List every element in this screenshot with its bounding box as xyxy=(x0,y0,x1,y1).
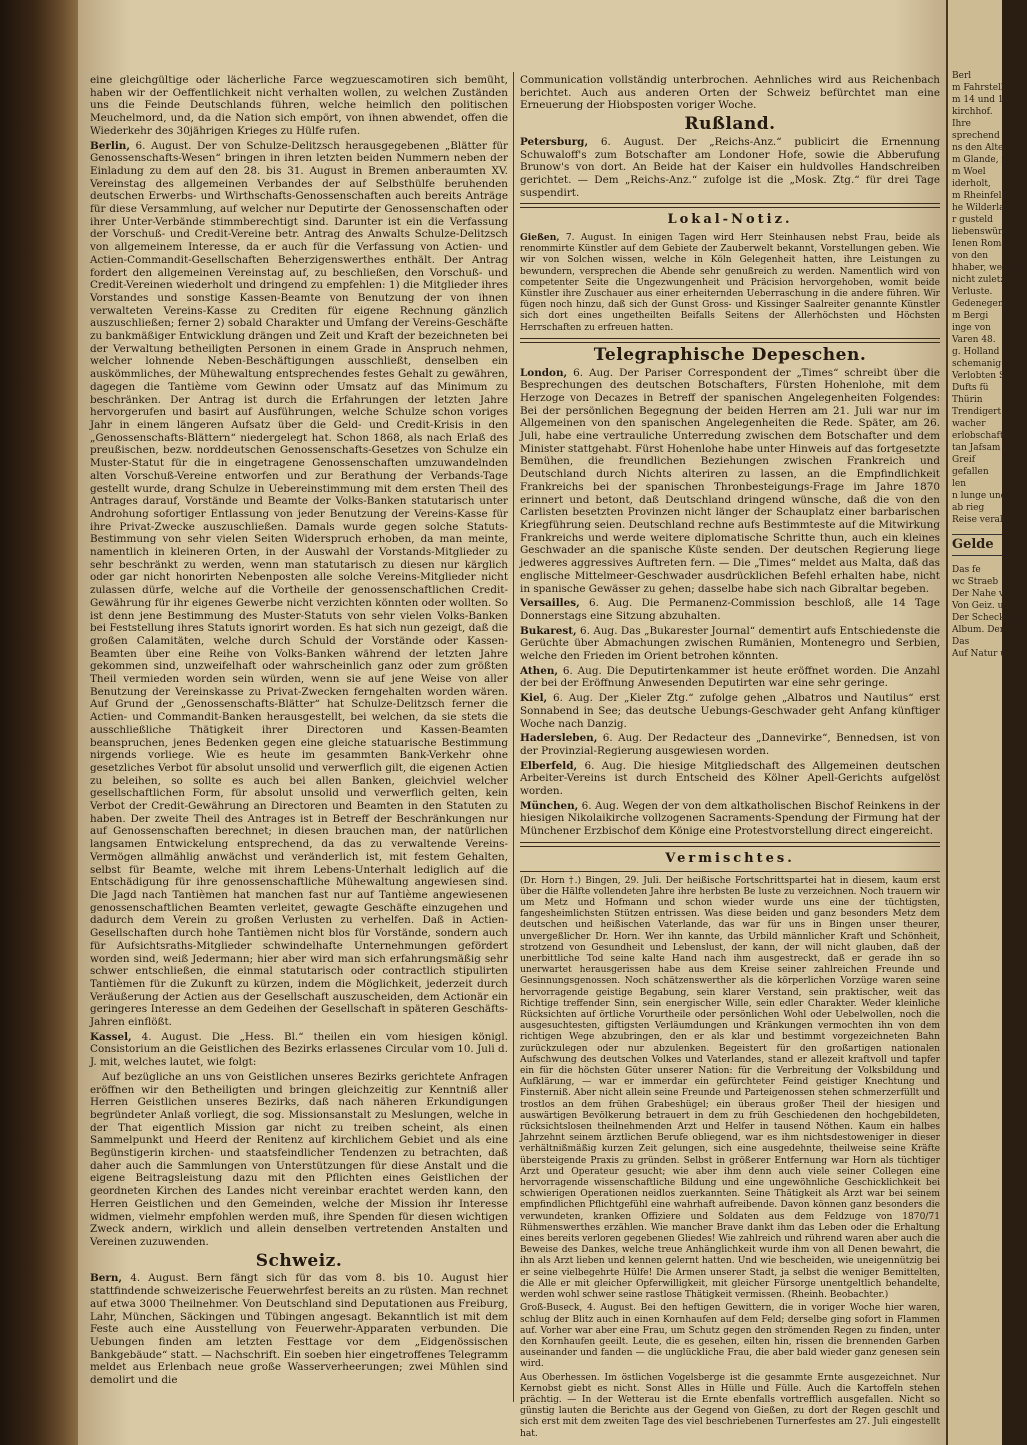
dateline-berlin: Berlin, xyxy=(90,139,130,152)
next-page-line: Verlobten Sol xyxy=(952,371,1014,381)
next-page-line: Ihre xyxy=(952,119,971,129)
next-page-line: kirchhof. xyxy=(952,107,993,117)
next-page-line: Reise veral xyxy=(952,515,1003,525)
article-kassel xyxy=(90,1031,508,1069)
article-petersburg xyxy=(520,136,940,200)
next-page-fragments xyxy=(948,0,1027,660)
next-page-line: Greif xyxy=(952,455,976,465)
dateline-grossbuseck: Groß-Buseck, xyxy=(520,1303,583,1314)
body-athen: Die Deputirtenkammer ist heute eröffnet worden. Die Anzahl der bei der Eröffnung Anwesenden Deputirten war eine sehr geringe. xyxy=(520,664,940,690)
next-page-line: Der Nahe von xyxy=(952,589,1016,599)
next-page-line: Das fe xyxy=(952,565,981,575)
date-bukarest: 6. Aug. xyxy=(580,624,618,637)
section-rule xyxy=(520,338,940,343)
next-page-line: Varen 48. xyxy=(952,335,996,345)
source-horn: (Rheinh. Beobachter.) xyxy=(787,1290,889,1301)
next-page-line: iderholt, xyxy=(952,179,991,189)
section-heading-schweiz: Schweiz. xyxy=(255,1250,343,1271)
dateline-kassel: Kassel, xyxy=(90,1030,132,1043)
next-page-line: Album. Der xyxy=(952,625,1005,635)
next-page-line: wc Straeb xyxy=(952,577,999,587)
body-elberfeld: Die hiesige Mitgliedschaft des Allgemeinen deutschen Arbeiter-Vereins ist durch Entscheid des Kölner Apell-Gerichts aufgelöst worden. xyxy=(520,759,941,798)
article-bern xyxy=(90,1272,508,1386)
body-grossbuseck: 4. August. Bei den heftigen Gewittern, die in voriger Woche hier waren, schlug der Blitz auch in einen Kornhaufen auf dem Feld; derselbe ging sofort in Flammen auf. Vorher war aber eine Frau, um Schutz gegen den strömenden Regen zu finden, unter den Kornhaufen geeilt. Leute, die es gesehen, eilten hin, rissen die brennenden Garben auseinander und fanden — die unglückliche Frau, die aber bald wieder ganz genesen sein wird. xyxy=(520,1303,940,1370)
next-page-line: nicht zuletzt xyxy=(952,275,1009,285)
dateline-bukarest: Bukarest, xyxy=(520,624,577,637)
body-kassel: Die „Hess. Bl.“ theilen ein vom hiesigen königl. Consistorium an die Geistlichen des Bezirks erlassenes Circular vom 10. Juli d. J. mit, welches lautet, wie folgt: xyxy=(90,1030,508,1069)
article-elberfeld xyxy=(520,760,940,798)
next-page-heading: Gelde xyxy=(952,534,1002,556)
next-page-line: r gusteld xyxy=(952,215,993,225)
next-page-line: Das xyxy=(952,637,970,647)
body-kiel: Der „Kieler Ztg.“ zufolge gehen „Albatros und Nautilus“ erst Sonnabend in See; das deutsche Uebungs-Geschwader geht Anfang künftiger Woche nach Danzig. xyxy=(520,692,940,730)
date-versailles: 6. Aug. xyxy=(588,597,633,610)
next-page-line: Verluste. xyxy=(952,287,993,297)
dateline-giessen: Gießen, xyxy=(520,232,560,244)
section-heading-vermischtes: Vermischtes. xyxy=(665,850,795,866)
dateline-elberfeld: Elberfeld, xyxy=(520,759,578,772)
article-muenchen xyxy=(520,800,940,838)
next-page-line: von den xyxy=(952,251,989,261)
article-continuation-schweiz: Communication vollständig unterbrochen. Aehnliches wird aus Reichenbach berichtet. Auch aus anderen Orten der Schweiz befürchtet man eine Erneuerung der Hiobsposten voriger Woche. xyxy=(520,74,940,112)
date-berlin: 6. August. xyxy=(135,139,192,152)
next-page-line: tan Jafsam xyxy=(952,443,1001,453)
dateline-horn: (Dr. Horn †.) xyxy=(520,875,582,886)
date-hadersleben: 6. Aug. xyxy=(602,732,643,745)
article-bukarest xyxy=(520,625,940,663)
body-giessen: In einigen Tagen wird Herr Steinhausen nebst Frau, beide als renommirte Künstler auf dem Gebiete der Zauberwelt bekannt, Vorstellungen geben. Wie wir von Solchen wissen, welche in Köln Gelegenheit hatten, ihre Leistungen zu bewundern, versprechen die Abende sehr genußreich zu werden. Namentlich wird von competenter Seite die Ungezwungenheit und Präcision hervorgehoben, womit beide Künstler ihre Zuschauer aus einer erheiternden Ueberraschung in die andere führen. Wir fügen noch hinzu, daß sich der Gunst Gross- und Kissinger Saalreiter genannte Künstler sich dort eines ungetheilten Beifalls Seitens der Allerhöchsten und Höchsten Herrschaften zu erfreuen hatten. xyxy=(520,233,940,333)
next-page-line: Der Schecks Jun xyxy=(952,613,1027,623)
next-page-line: gefallen xyxy=(952,467,989,477)
section-heading-telegraphische: Telegraphische Depeschen. xyxy=(593,344,867,365)
date-muenchen: 6. Aug. xyxy=(581,799,620,812)
body-hadersleben: Der Redacteur des „Dannevirke“, Bennedsen, ist von der Provinzial-Regierung ausgewiesen worden. xyxy=(520,732,940,757)
next-page-line: inge von xyxy=(952,323,991,333)
next-page-line: Ienen Roman: xyxy=(952,239,1016,249)
next-page-line: hhaber, welche xyxy=(952,263,1022,273)
dateline-hadersleben: Hadersleben, xyxy=(520,732,598,745)
next-page-line: Berl xyxy=(952,71,972,81)
next-page-line: n lunge und xyxy=(952,491,1007,501)
next-page-line: liebenswürdige xyxy=(952,227,1023,237)
next-page-line: Trendigert xyxy=(952,407,1002,417)
date-petersburg: 6. August. xyxy=(600,135,665,148)
next-page-line: m Bergi xyxy=(952,311,989,321)
next-page-line: m Fahrstell xyxy=(952,83,1004,93)
dateline-versailles: Versailles, xyxy=(520,597,580,610)
article-continuation: eine gleichgültige oder lächerliche Farce wegzuescamotiren sich bemüht, haben wir der Oeffentlichkeit nicht verhalten wollen, zu welchen Zuständen uns die Feinde Deutschlands führen, welche heimlich den politischen Meuchelmord, und, da die Nation sich empört, von ihnen abwendet, offen die Wiederkehr des 30jährigen Krieges zu Hülfe rufen. xyxy=(90,74,508,137)
next-page-line: erlobschafts xyxy=(952,431,1009,441)
right-column xyxy=(520,74,940,1442)
date-athen: 6. Aug. xyxy=(562,664,602,677)
column-divider xyxy=(513,72,514,1402)
article-athen xyxy=(520,665,940,690)
dateline-london: London, xyxy=(520,366,568,379)
next-page-line: schemanig xyxy=(952,359,1002,369)
article-giessen xyxy=(520,232,940,334)
section-rule xyxy=(520,842,940,847)
next-page-line: he Wilderland xyxy=(952,203,1017,213)
article-oberhessen xyxy=(520,1373,940,1440)
body-muenchen: Wegen der von dem altkatholischen Bischof Reinkens in der hiesigen Nikolaikirche vollzogenen Sacraments-Spendung der Firmung hat der Münchener Erzbischof dem Könige eine Protestvorstellung direct eingereicht. xyxy=(520,799,941,838)
next-page-line: ab rieg xyxy=(952,503,985,513)
next-page-line: Auf Natur u xyxy=(952,649,1007,659)
dateline-bern: Bern, xyxy=(90,1272,123,1285)
body-bern: Bern fängt sich für das vom 8. bis 10. August hier stattfindende schweizerische Feuerwehrfest bereits an zu rüsten. Man rechnet auf etwa 3000 Theilnehmer. Von Deutschland sind Deputationen aus Freiburg, Lahr, München, Säckingen und Tübingen angesagt. Bekanntlich ist mit dem Feste auch eine Ausstellung von Feuerwehr-Apparaten verbunden. Die Uebungen finden am letzten Festtage vor dem „Eidgenössischen Bankgebäude“ statt. — Nachschrift. Ein soeben hier eingetroffenes Telegramm meldet aus Erlenbach neue große Wasserverheerungen; zwei Mühlen sind demolirt und die xyxy=(90,1272,508,1387)
dateline-athen: Athen, xyxy=(520,664,559,677)
body-bukarest: Das „Bukarester Journal“ dementirt aufs Entschiedenste die Gerüchte über Abmachungen zwischen Rumänien, Montenegro und Serbien, welche den Frieden im Orient betrohen könnten. xyxy=(520,624,940,663)
next-page-line: Gedenegeneri xyxy=(952,299,1017,309)
next-page-line: m Woel xyxy=(952,167,986,177)
article-kassel-circular: Auf bezügliche an uns von Geistlichen unseres Bezirks gerichtete Anfragen eröffnen wir den Betheiligten und bringen gleichzeitig zur Kenntniß aller Herren Geistlichen unseres Bezirks, daß nach näheren Erkundigungen begründeter Anlaß vorliegt, die sog. Missionsanstalt zu Meslungen, welche in der That eigentlich Mission gar nicht zu treiben scheint, als einen Sammelpunkt und Heerd der Renitenz auf kirchlichem Gebiet und als eine Begünstigerin kirchen- und staatsfeindlicher Tendenzen zu betrachten, daß daher auch die Sammlungen von Unterstützungen für diese Anstalt und die eigene Beitragsleistung dazu mit den Pflichten eines Geistlichen der geordneten Kirchen des Landes nicht vereinbar erachtet werden kann, den Herren Geistlichen und den Gemeinden, welche der Mission ihr Interesse widmen, vielmehr empfohlen werden muß, ihre Spenden für diesen wichtigen Zweck andern, wirklich und allein denselben vertretenden Anstalten und Vereinen zuzuwenden. xyxy=(90,1070,508,1248)
date-london: 6. Aug. xyxy=(573,366,614,379)
left-column xyxy=(90,74,508,1389)
next-page-line: sprechend xyxy=(952,131,1000,141)
next-page-line: m Rheinfeld xyxy=(952,191,1008,201)
dateline-muenchen: München, xyxy=(520,799,579,812)
article-grossbuseck xyxy=(520,1303,940,1370)
date-kassel: 4. August. xyxy=(141,1030,202,1043)
date-elberfeld: 6. Aug. xyxy=(584,759,626,772)
book-spine xyxy=(0,0,78,1445)
next-page-line: ns den Alter xyxy=(952,143,1008,153)
next-page-line: Dufts fü xyxy=(952,383,989,393)
section-rule xyxy=(520,203,940,208)
next-page-line: m 14 und 16 xyxy=(952,95,1010,105)
dateline-oberhessen: Aus Oberhessen. xyxy=(520,1372,600,1383)
section-heading-lokal: Lokal-Notiz. xyxy=(667,212,793,228)
body-london: Der Pariser Correspondent der „Times“ schreibt über die Besprechungen des deutschen Botschafters, Fürsten Hohenlohe, mit dem Herzoge von Decazes in Betreff der spanischen Angelegenheiten Folgendes: Bei der persönlichen Begegnung der beiden Herren am 21. Juli war nur im Allgemeinen von den spanischen Angelegenheiten die Rede. Später, am 26. Juli, habe eine vertrauliche Unterredung zwischen dem Botschafter und dem Minister stattgehabt. Fürst Hohenlohe habe unter Hinweis auf das fortgesetzte Bemühen, die freundlichen Beziehungen zwischen Frankreich und Deutschland durch Nichts alteriren zu lassen, an die Empfindlichkeit Frankreichs bei der spanischen Thronbesteigungs-Frage im Jahre 1870 erinnert und betont, daß Deutschland dringend wünsche, daß die von den Carlisten besetzten Provinzen nicht länger der Schauplatz einer barbarischen Kriegführung seien. Deutschland rechne aufs Bestimmteste auf die Mitwirkung Frankreichs und werde weitere diplomatische Schritte thun, auch ein kleines Geschwader an die spanische Küste senden. Der deutschen Regierung liege jedweres aggressives Auftreten fern. — Die „Times“ meldet aus Malta, daß das englische Mittelmeer-Geschwader ausdrücklichen Befehl erhalten habe, nicht in spanische Gewässer zu gehen; dasselbe habe sich nach Gibraltar begeben. xyxy=(520,366,940,595)
article-london xyxy=(520,367,940,596)
article-versailles xyxy=(520,597,940,622)
body-petersburg: Der „Reichs-Anz.“ publicirt die Ernennung Schuwaloff's zum Botschafter am Londoner Hofe, sowie die Abberufung Brunow's von dort. An Beide hat der Kaiser ein huldvolles Handschreiben gerichtet. — Dem „Reichs-Anz.“ zufolge ist die „Mosk. Ztg.“ für drei Tage suspendirt. xyxy=(520,135,940,199)
next-page-edge xyxy=(946,0,1027,1445)
next-page-line: Von Geiz. und xyxy=(952,601,1015,611)
article-hadersleben xyxy=(520,732,940,757)
next-page-line: m Glande, ihr xyxy=(952,155,1015,165)
date-bern: 4. August. xyxy=(130,1272,189,1285)
article-kiel xyxy=(520,692,940,730)
section-heading-russland: Rußland. xyxy=(684,114,776,135)
next-page-line: g. Holland xyxy=(952,347,1000,357)
heading-rule xyxy=(520,871,940,872)
article-berlin xyxy=(90,140,508,1029)
body-versailles: Die Permanenz-Commission beschloß, alle 14 Tage Donnerstags eine Sitzung abzuhalten. xyxy=(520,597,940,622)
body-horn: Bingen, 29. Juli. Der heißische Fortschrittspartei hat in diesem, kaum erst über die Hälfte vollendeten Jahre ihre herbsten Be luste zu verzeichnen. Noch trauern wir um Metz und Hofmann und schon wieder wurde uns eine der tüchtigsten, fangesheimlichsten Stützen entrissen. Was diese beiden und ganz besonders Metz dem deutschen und heißischen Vaterlande, das war für uns in Bingen unser theurer, unvergeßlicher Dr. Horn. Wer ihn kannte, das Urbild männlicher Kraft und Schönheit, strotzend von Gesundheit und Lebenslust, der kann, der will nicht glauben, daß der unerbittliche Tod seine kalte Hand nach ihm ausgestreckt, daß er gerade ihn so unerwartet herausgerissen habe aus dem Kreise seiner zahlreichen Freunde und Gesinnungsgenossen. Noch schätzenswerther als die körperlichen Vorzüge waren seine hervorragende geistige Begabung, sein klarer Verstand, sein praktischer, weit das Richtige treffender Sinn, sein energischer Wille, sein edler Charakter. Weder kleinliche Rücksichten auf örtliche Vorurtheile oder persönlichen Wohl oder Uebelwollen, noch die ausgesuchtesten, giftigsten Verläumdungen und Kränkungen vermochten ihn von dem richtigen Wege abzubringen, den er als klar und bestimmt vorgezeichneten Bahn zurückzulegen oder nur abzulenken. Begeistert für den großartigen nationalen Aufschwung des deutschen Volkes und Vaterlandes, stand er allezeit kraftvoll und tapfer ein für die höchsten Güter unserer Nation: für die Verbreitung der Volksbildung und Aufklärung, — war er immerdar ein gefürchteter Feind geistiger Knechtung und Finsterniß. Aber nicht allein seine Freunde und Parteigenossen stehen schmerzerfüllt und trostlos an dem frühen Grabeshügel; ein überaus großer Theil der hiesigen und auswärtigen Bevölkerung betrauert in dem zu früh Geschiedenen den hochgebildeten, rücksichtslosen theilnehmenden Arzt und Helfer in tausend Nöthen. Kaum ein halbes Jahrzehnt seinem ärztlichen Berufe obliegend, war es ihm nichtsdestoweniger in dieser verhältnißmäßig kurzen Zeit gelungen, sich eine ausgedehnte, theilweise seine Kräfte übersteigende Praxis zu gründen. Selbst in größerer Entfernung war Horn als tüchtiger Arzt und Operateur gesucht; wie aber ihm denn auch viele seiner Collegen eine hervorragende wissenschaftliche Bildung und eine ungewöhnliche Geschicklichkeit bei schwierigen Operationen neidlos zuerkannten. Seine Thätigkeit als Arzt war bei seinem empfindlichen Pflichtgefühl eine wahrhaft aufreibende. Davon können ganz besonders die verwundeten, kranken Offiziere und Soldaten aus dem Feldzuge von 1870/71 Rühmenswerthes erzählen. Wie mancher Brave dankt ihm das Leben oder die Erhaltung eines bereits verloren gegebenen Gliedes! Wie zahlreich und rührend waren aber auch die Beweise des Dankes, welche treue Anhänglichkeit wurde ihm von all Denen bewahrt, die ihn als Arzt lieben und kennen gelernt hatten. Und wie bescheiden, wie uneigennützig bei er seine vielbegehrte Hülfe! Die Armen unserer Stadt, ja selbst die weniger Bemittelten, die Alle er mit gleicher Opferwilligkeit, mit gleicher Fürsorge unentgeltlich behandelte, werden wohl schwer seine rastlose Thätigkeit vermissen. xyxy=(520,875,940,1301)
article-horn xyxy=(520,876,940,1302)
next-page-line: Thürin xyxy=(952,395,983,405)
next-page-line: wacher xyxy=(952,419,986,429)
date-giessen: 7. August. xyxy=(565,233,617,244)
body-oberhessen: Im östlichen Vogelsberge ist die gesammte Ernte ausgezeichnet. Nur Kernobst giebt es nicht. Sonst Alles in Hülle und Fülle. Auch die Kartoffeln stehen prächtig. — In der Wetterau ist die Ernte ebenfalls vortrefflich ausgefallen. Nicht so günstig lauten die Berichte aus der Gegend von Gießen, zu dort der Regen geschlt und sich erst mit dem zweiten Tage des viel beschriebenen Turnerfestes am 27. Juli eingestellt hat. xyxy=(520,1372,940,1439)
date-kiel: 6. Aug. xyxy=(553,692,593,705)
dateline-kiel: Kiel, xyxy=(520,692,548,705)
body-berlin: Der von Schulze-Delitzsch herausgegebenen „Blätter für Genossenschafts-Wesen“ bringen in ihren letzten beiden Nummern neben der Einladung zu dem auf den 28. bis 31. August in Bremen anberaumten XV. Vereinstag des allgemeinen Verbandes der auf Selbsthülfe beruhenden deutschen Erwerbs- und Wirthschafts-Genossenschaften auch bereits Anträge für diese Versammlung, auf welcher nur Deputirte der Genossenschaften oder ihrer Unter-Verbände stimmberechtigt sind. Darunter ist ein die Verfassung der Vorschuß- und Credit-Vereine betr. Antrag des Anwalts Schulze-Delitzsch von allgemeinem Interesse, da er auch für die Verfassung von Actien- und Actien-Commandit-Gesellschaften Beherzigenswerthes enthält. Der Antrag fordert den allgemeinen Vereinstag auf, zu beschließen, den Vorschuß- und Credit-Vereinen wiederholt und dringend zu empfehlen: 1) die Mitglieder ihres Vorstandes und sonstige Kassen-Beamte von Benutzung der von ihnen verwalteten Vereins-Kasse zu Crediten für eigene Rechnung gänzlich auszuschließen; ferner 2) sobald Charakter und Umfang der Vereins-Geschäfte zu bankmäßiger Entwicklung drängen und Zeit und Kraft der bezeichneten bei der Verwaltung betheiligten Personen in einem Grade in Anspruch nehmen, welcher lohnende Neben-Beschäftigungen ausschließt, denselben ein auskömmliches, der Mühewaltung entsprechendes festes Gehalt zu gewähren, dagegen die Tantième vom Gewinn oder Umsatz auf das Minimum zu beschränken. Der Antrag ist durch die Erfahrungen der letzten Jahre hervorgerufen und basirt auf Ausführungen, welche Schulze schon voriges Jahr in einem längeren Aufsatz über die Geld- und Credit-Krisis in den „Genossenschafts-Blättern“ niedergelegt hat. Schon 1868, als nach Erlaß des preußischen, bezw. norddeutschen Genossenschafts-Gesetzes von Schulze ein Muster-Statut für die in eingetragene Genossenschaften umzuwandelnden alten Vorschuß-Vereine entworfen und zur Berathung der Verbands-Tage gestellt wurde, drang Schulze in Uebereinstimmung mit dem ersten Theil des Antrages darauf, Vorstände und Beamte der Volks-Banken statutarisch unter Androhung sofortiger Entlassung von jeder Benutzung der Vereins-Kasse für ihre Privat-Zwecke auszuschließen. Damals wurde gegen solche Statuts-Bestimmung von sehr vielen Seiten Widerspruch erhoben, da man meinte, namentlich in kleineren Orten, in der Auswahl der Vorstands-Mitglieder zu sehr beschränkt zu werden, wenn man statutarisch zu diesen nur kärglich oder gar nicht honorirten Nebenposten alle solche Vereins-Mitglieder nicht zulassen dürfe, welche auf die Vortheile der genossenschaftlichen Credit-Gewährung für ihr eigenes Gewerbe nicht verzichten könnten oder wollten. So ist denn jene Bestimmung des Muster-Statuts von sehr vielen Volks-Banken bei Feststellung ihres Statuts ignorirt worden. Es hat sich nun gezeigt, daß die großen Calamitäten, welche durch Schuld der Vorstände oder Kassen-Beamten über eine Reihe von Volks-Banken während der letzten Jahre gekommen sind, unzweifelhaft oder wahrscheinlich ganz oder zum größten Theil vermieden worden sein würden, wenn sie auf jene Weise von aller Benutzung der Vereinskasse zu Privat-Zwecken ferngehalten worden wären. Auf Grund der „Genossenschafts-Blätter“ hat Schulze-Delitzsch ferner die Actien- und Commandit-Banken herausgestellt, bei welchen, da sie stets die ausschließliche Thätigkeit ihrer Directoren und Kassen-Beamten beanspruchen, jenes Bedenken gegen eine gleiche statuarische Bestimmung nirgends vorliege. Wie es heute im gesammten Bank-Verkehr ohne gesetzliches Verbot für absolut unsolid und verwerflich gilt, die eigenen Actien zu beleihen, so sollte es auch bei allen Banken, gleichviel welcher gesellschaftlichen Form, für absolut unsolid und verwerflich gelten, kein Verbot der Credit-Gewährung an Directoren und Beamten in den Statuten zu haben. Der zweite Theil des Antrages ist in Betreff der Beschränkungen nur auf Genossenschaften berechnet; in diesen brauchen man, der natürlichen langsamen Entwickelung entsprechend, da das zu verwaltende Vereins-Vermögen allmählig anwächst und veränderlich ist, mit festem Gehalten, selbst für Beamte, welche mit ihrem Lebens-Unterhalt lediglich auf die Entschädigung für ihre genossenschaftliche Mühewaltung angewiesen sind. Die Jagd nach Tantièmen hat manchen fast nur auf Tantième angewiesenen genossenschaftlichen Beamten verleitet, gewagte Geschäfte einzugehen und dadurch dem Verein zu großen Verlusten zu verhelfen. Daß in Actien-Gesellschaften durch hohe Tantièmen nicht blos für Vorstände, sondern auch für Aufsichtsraths-Mitglieder schwindelhafte Unternehmungen gefördert worden sind, weiß Jedermann; hier aber wird man sich erfahrungsmäßig sehr schwer entschließen, die einmal statutarisch oder contractlich stipulirten Tantièmen für die Zukunft zu kürzen, indem die Möglichkeit, jederzeit durch Veräußerung der Actien aus der Gesellschaft auszuscheiden, dem Actionär ein geringeres Interesse an dem Gedeihen der Gesellschaft in späteren Geschäfts-Jahren einflößt. xyxy=(90,139,508,1029)
next-page-line: len xyxy=(952,479,967,489)
dateline-petersburg: Petersburg, xyxy=(520,135,589,148)
